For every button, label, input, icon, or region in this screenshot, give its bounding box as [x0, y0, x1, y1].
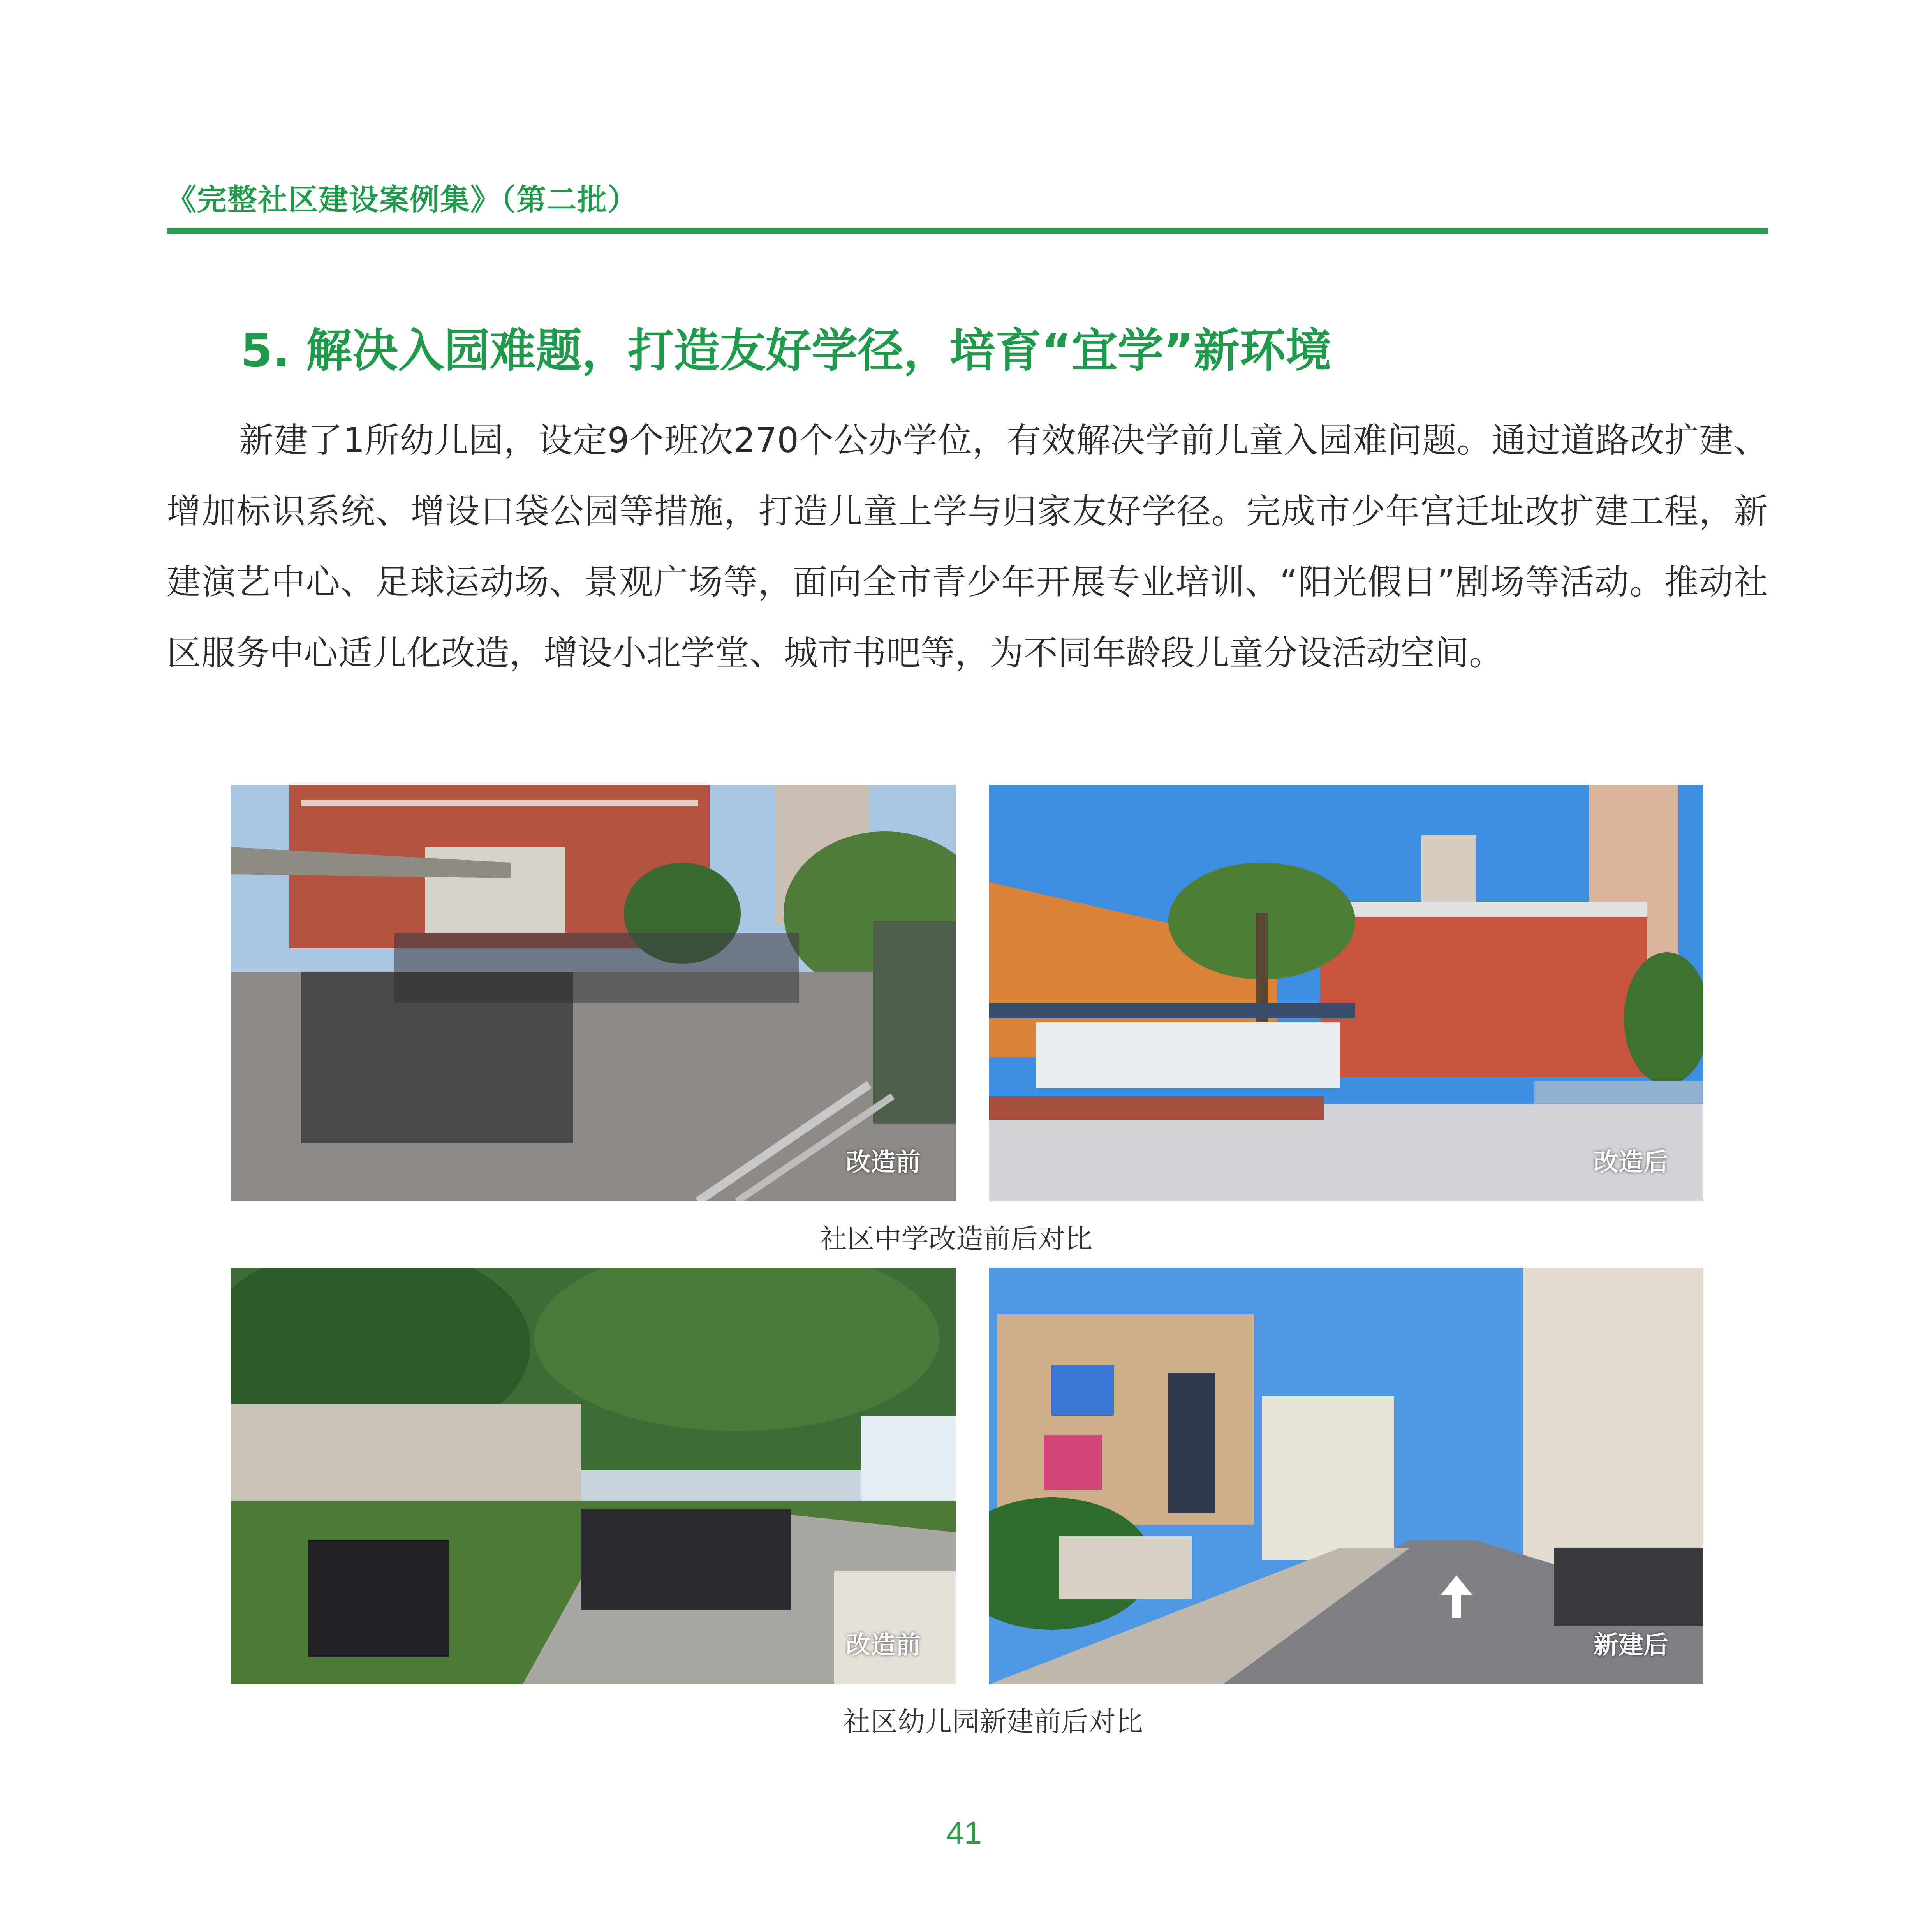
figure-1-caption: 社区中学改造前后对比	[820, 1223, 1092, 1255]
middle-school-before-photo	[231, 785, 956, 1201]
before-label: 改造前	[846, 1148, 921, 1177]
after-label: 改造后	[1594, 1148, 1668, 1177]
kindergarten-before-photo	[231, 1268, 956, 1684]
middle-school-before-illustration	[231, 785, 956, 1201]
figure-2-caption: 社区幼儿园新建前后对比	[843, 1706, 1143, 1738]
middle-school-after-illustration	[989, 785, 1703, 1201]
page-number: 41	[946, 1815, 982, 1851]
kindergarten-after-illustration	[989, 1268, 1703, 1684]
kindergarten-after-photo	[989, 1268, 1703, 1684]
kindergarten-before-illustration	[231, 1268, 956, 1684]
section-body-paragraph: 新建了1所幼儿园，设定9个班次270个公办学位，有效解决学前儿童入园难问题。通过道路改扩建、增加标识系统、增设口袋公园等措施，打造儿童上学与归家友好学径。完成市少年宫迁址改扩建工程，新建演艺中心、足球运动场、景观广场等，面向全市青少年开展专业培训、“阳光假日”剧场等活动。推动社区服务中心适儿化改造，增设小北学堂、城市书吧等，为不同年龄段儿童分设活动空间。	[167, 420, 1768, 673]
after-label: 新建后	[1594, 1631, 1668, 1660]
section-title: 5. 解决入园难题，打造友好学径，培育“宜学”新环境	[241, 324, 1332, 377]
header-divider	[167, 228, 1768, 234]
running-header-title: 《完整社区建设案例集》（第二批）	[167, 182, 638, 217]
before-label: 改造前	[846, 1631, 921, 1660]
middle-school-after-photo	[989, 785, 1703, 1201]
